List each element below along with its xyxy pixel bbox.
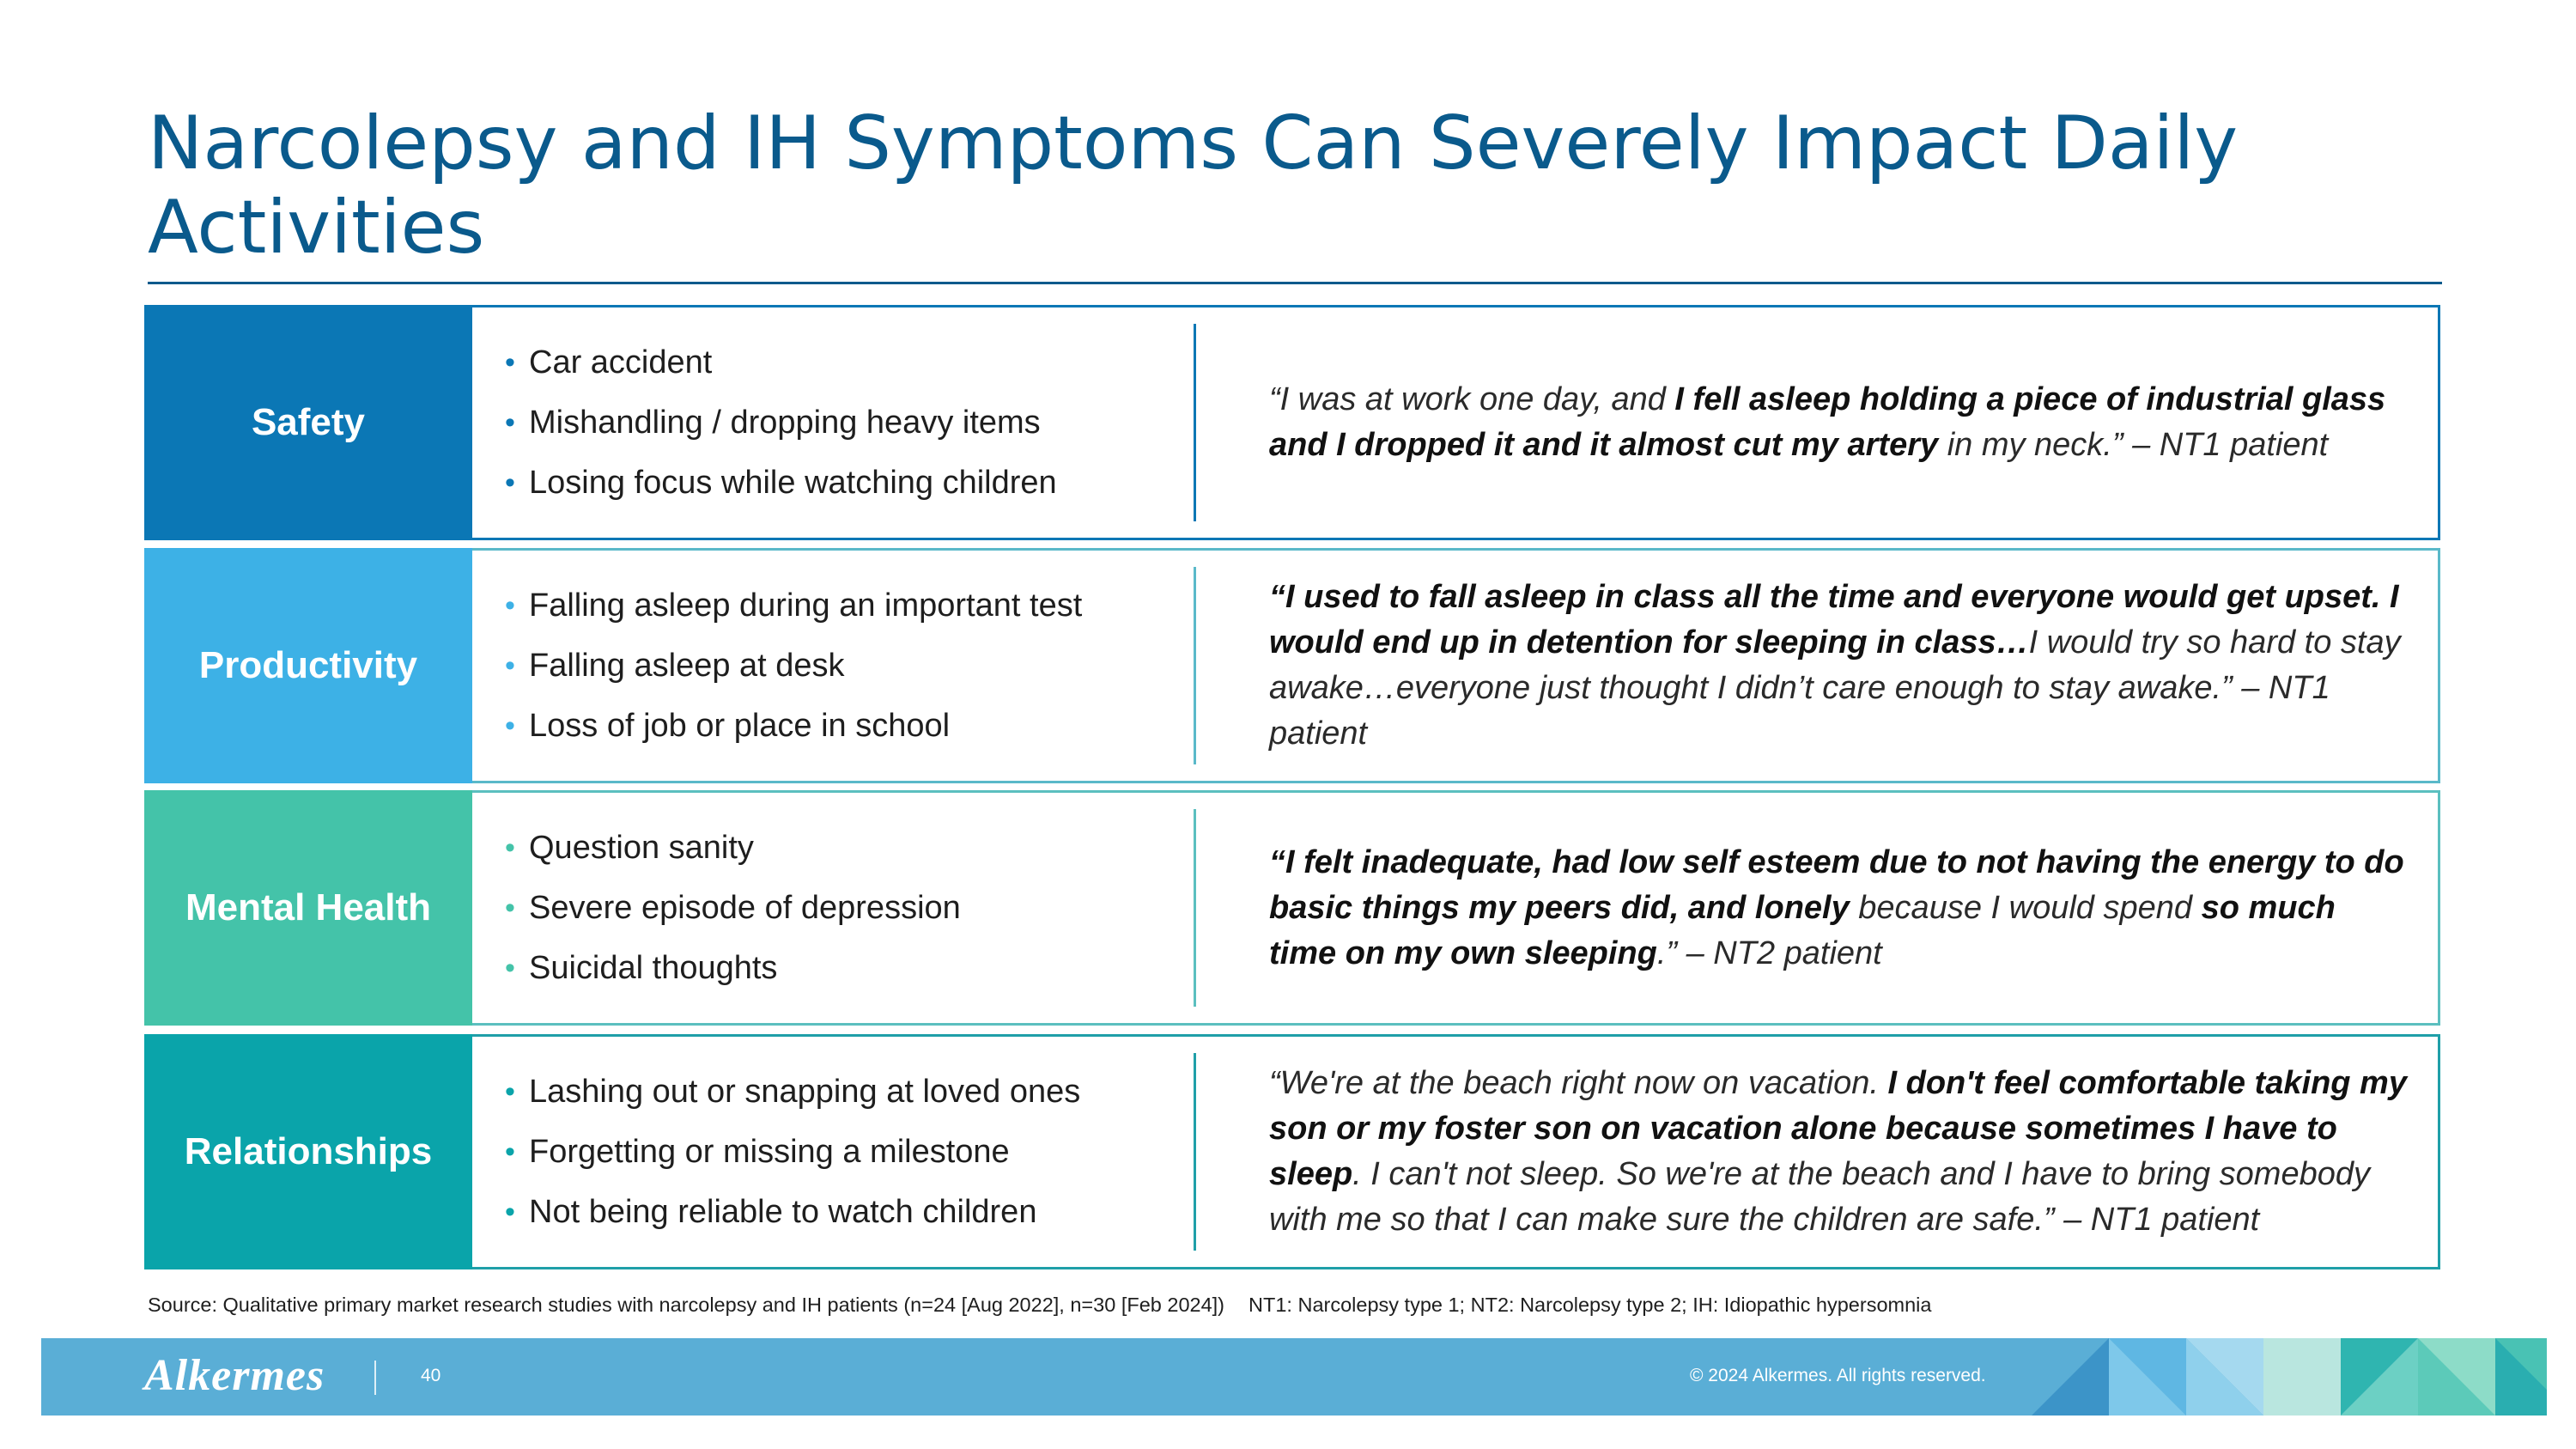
category-label: Safety xyxy=(144,305,472,540)
page-number: 40 xyxy=(421,1366,441,1385)
column-divider xyxy=(1194,567,1196,764)
symptom-text: Car accident xyxy=(529,344,713,381)
quote-emphasis: “I felt inadequate, had low self esteem due to not having the energy to do basic things my peers did, and lonely xyxy=(1269,843,2404,926)
category-label: Mental Health xyxy=(144,790,472,1026)
footer-divider xyxy=(374,1361,376,1395)
impact-row-productivity xyxy=(144,548,2440,783)
bullet-icon: • xyxy=(505,589,515,622)
quote-text xyxy=(1269,840,2411,977)
patient-quote xyxy=(1269,305,2411,540)
list-item xyxy=(505,1182,1080,1242)
list-item xyxy=(505,393,1057,453)
symptom-text: Suicidal thoughts xyxy=(529,950,778,986)
column-divider xyxy=(1194,324,1196,521)
list-item xyxy=(505,818,961,878)
quote-segment: I would try so hard to stay awake…everyone just thought I didn’t care enough to stay awake.” – NT1 patient xyxy=(1269,624,2401,752)
symptom-list xyxy=(505,305,1057,540)
symptom-text: Severe episode of depression xyxy=(529,890,961,926)
impact-row-mental-health xyxy=(144,790,2440,1026)
quote-segment: because I would spend xyxy=(1849,889,2202,926)
bullet-icon: • xyxy=(505,406,515,439)
source-text: Source: Qualitative primary market research studies with narcolepsy and IH patients (n=24 [Aug 2022], n=30 [Feb 2024]) xyxy=(148,1294,1225,1316)
bullet-icon: • xyxy=(505,831,515,864)
bullet-icon: • xyxy=(505,1196,515,1228)
patient-quote xyxy=(1269,790,2411,1026)
title-divider xyxy=(148,282,2442,284)
list-item xyxy=(505,1122,1080,1182)
bullet-icon: • xyxy=(505,649,515,682)
symptom-text: Mishandling / dropping heavy items xyxy=(529,405,1041,441)
footer-bar xyxy=(41,1338,2547,1416)
alkermes-logo: Alkermes xyxy=(144,1351,325,1400)
list-item xyxy=(505,453,1057,513)
quote-text xyxy=(1269,1061,2411,1243)
quote-segment: “I was at work one day, and xyxy=(1269,381,1675,417)
copyright-text: © 2024 Alkermes. All rights reserved. xyxy=(1690,1366,1986,1385)
symptom-text: Falling asleep at desk xyxy=(529,648,845,684)
bullet-icon: • xyxy=(505,709,515,742)
quote-emphasis: I don't feel comfortable taking my son or my foster son on vacation alone because sometimes I have to sleep xyxy=(1269,1065,2407,1192)
symptom-text: Losing focus while watching children xyxy=(529,465,1057,501)
category-label: Relationships xyxy=(144,1034,472,1269)
column-divider xyxy=(1194,1053,1196,1251)
quote-emphasis: “I used to fall asleep in class all the time and everyone would get upset. I would end up in detention for sleeping in class… xyxy=(1269,579,2399,661)
list-item xyxy=(505,878,961,938)
bullet-icon: • xyxy=(505,952,515,984)
decorative-triangles xyxy=(1997,1338,2547,1416)
symptom-text: Not being reliable to watch children xyxy=(529,1194,1037,1230)
symptom-text: Falling asleep during an important test xyxy=(529,588,1083,624)
quote-text xyxy=(1269,575,2411,757)
impact-row-safety xyxy=(144,305,2440,540)
patient-quote xyxy=(1269,1034,2411,1269)
list-item xyxy=(505,938,961,998)
symptom-list xyxy=(505,790,961,1026)
list-item xyxy=(505,1062,1080,1122)
quote-text xyxy=(1269,377,2411,468)
bullet-icon: • xyxy=(505,1135,515,1168)
quote-segment: in my neck.” – NT1 patient xyxy=(1938,427,2329,463)
patient-quote xyxy=(1269,548,2411,783)
bullet-icon: • xyxy=(505,466,515,499)
page-title: Narcolepsy and IH Symptoms Can Severely Impact Daily Activities xyxy=(148,100,2239,271)
symptom-text: Lashing out or snapping at loved ones xyxy=(529,1074,1081,1110)
symptom-list xyxy=(505,1034,1080,1269)
list-item xyxy=(505,575,1082,636)
symptom-list xyxy=(505,548,1082,783)
quote-emphasis: I fell asleep holding a piece of industrial glass and I dropped it and it almost cut my artery xyxy=(1269,381,2386,463)
symptom-text: Forgetting or missing a milestone xyxy=(529,1134,1010,1170)
bullet-icon: • xyxy=(505,346,515,379)
impact-row-relationships xyxy=(144,1034,2440,1269)
source-note xyxy=(148,1294,1931,1317)
quote-segment: .” – NT2 patient xyxy=(1656,935,1882,971)
symptom-text: Loss of job or place in school xyxy=(529,708,951,744)
quote-emphasis: so much time on my own sleeping xyxy=(1269,889,2336,971)
list-item xyxy=(505,636,1082,696)
bullet-icon: • xyxy=(505,1075,515,1108)
list-item xyxy=(505,696,1082,756)
bullet-icon: • xyxy=(505,892,515,924)
quote-segment: “We're at the beach right now on vacation. xyxy=(1269,1065,1888,1101)
category-label: Productivity xyxy=(144,548,472,783)
quote-segment: . I can't not sleep. So we're at the beach and I have to bring somebody with me so that I can make sure the children are safe.” – NT1 patient xyxy=(1269,1156,2370,1238)
symptom-text: Question sanity xyxy=(529,830,754,866)
abbreviations-text: NT1: Narcolepsy type 1; NT2: Narcolepsy type 2; IH: Idiopathic hypersomnia xyxy=(1249,1294,1932,1316)
column-divider xyxy=(1194,809,1196,1007)
list-item xyxy=(505,332,1057,393)
